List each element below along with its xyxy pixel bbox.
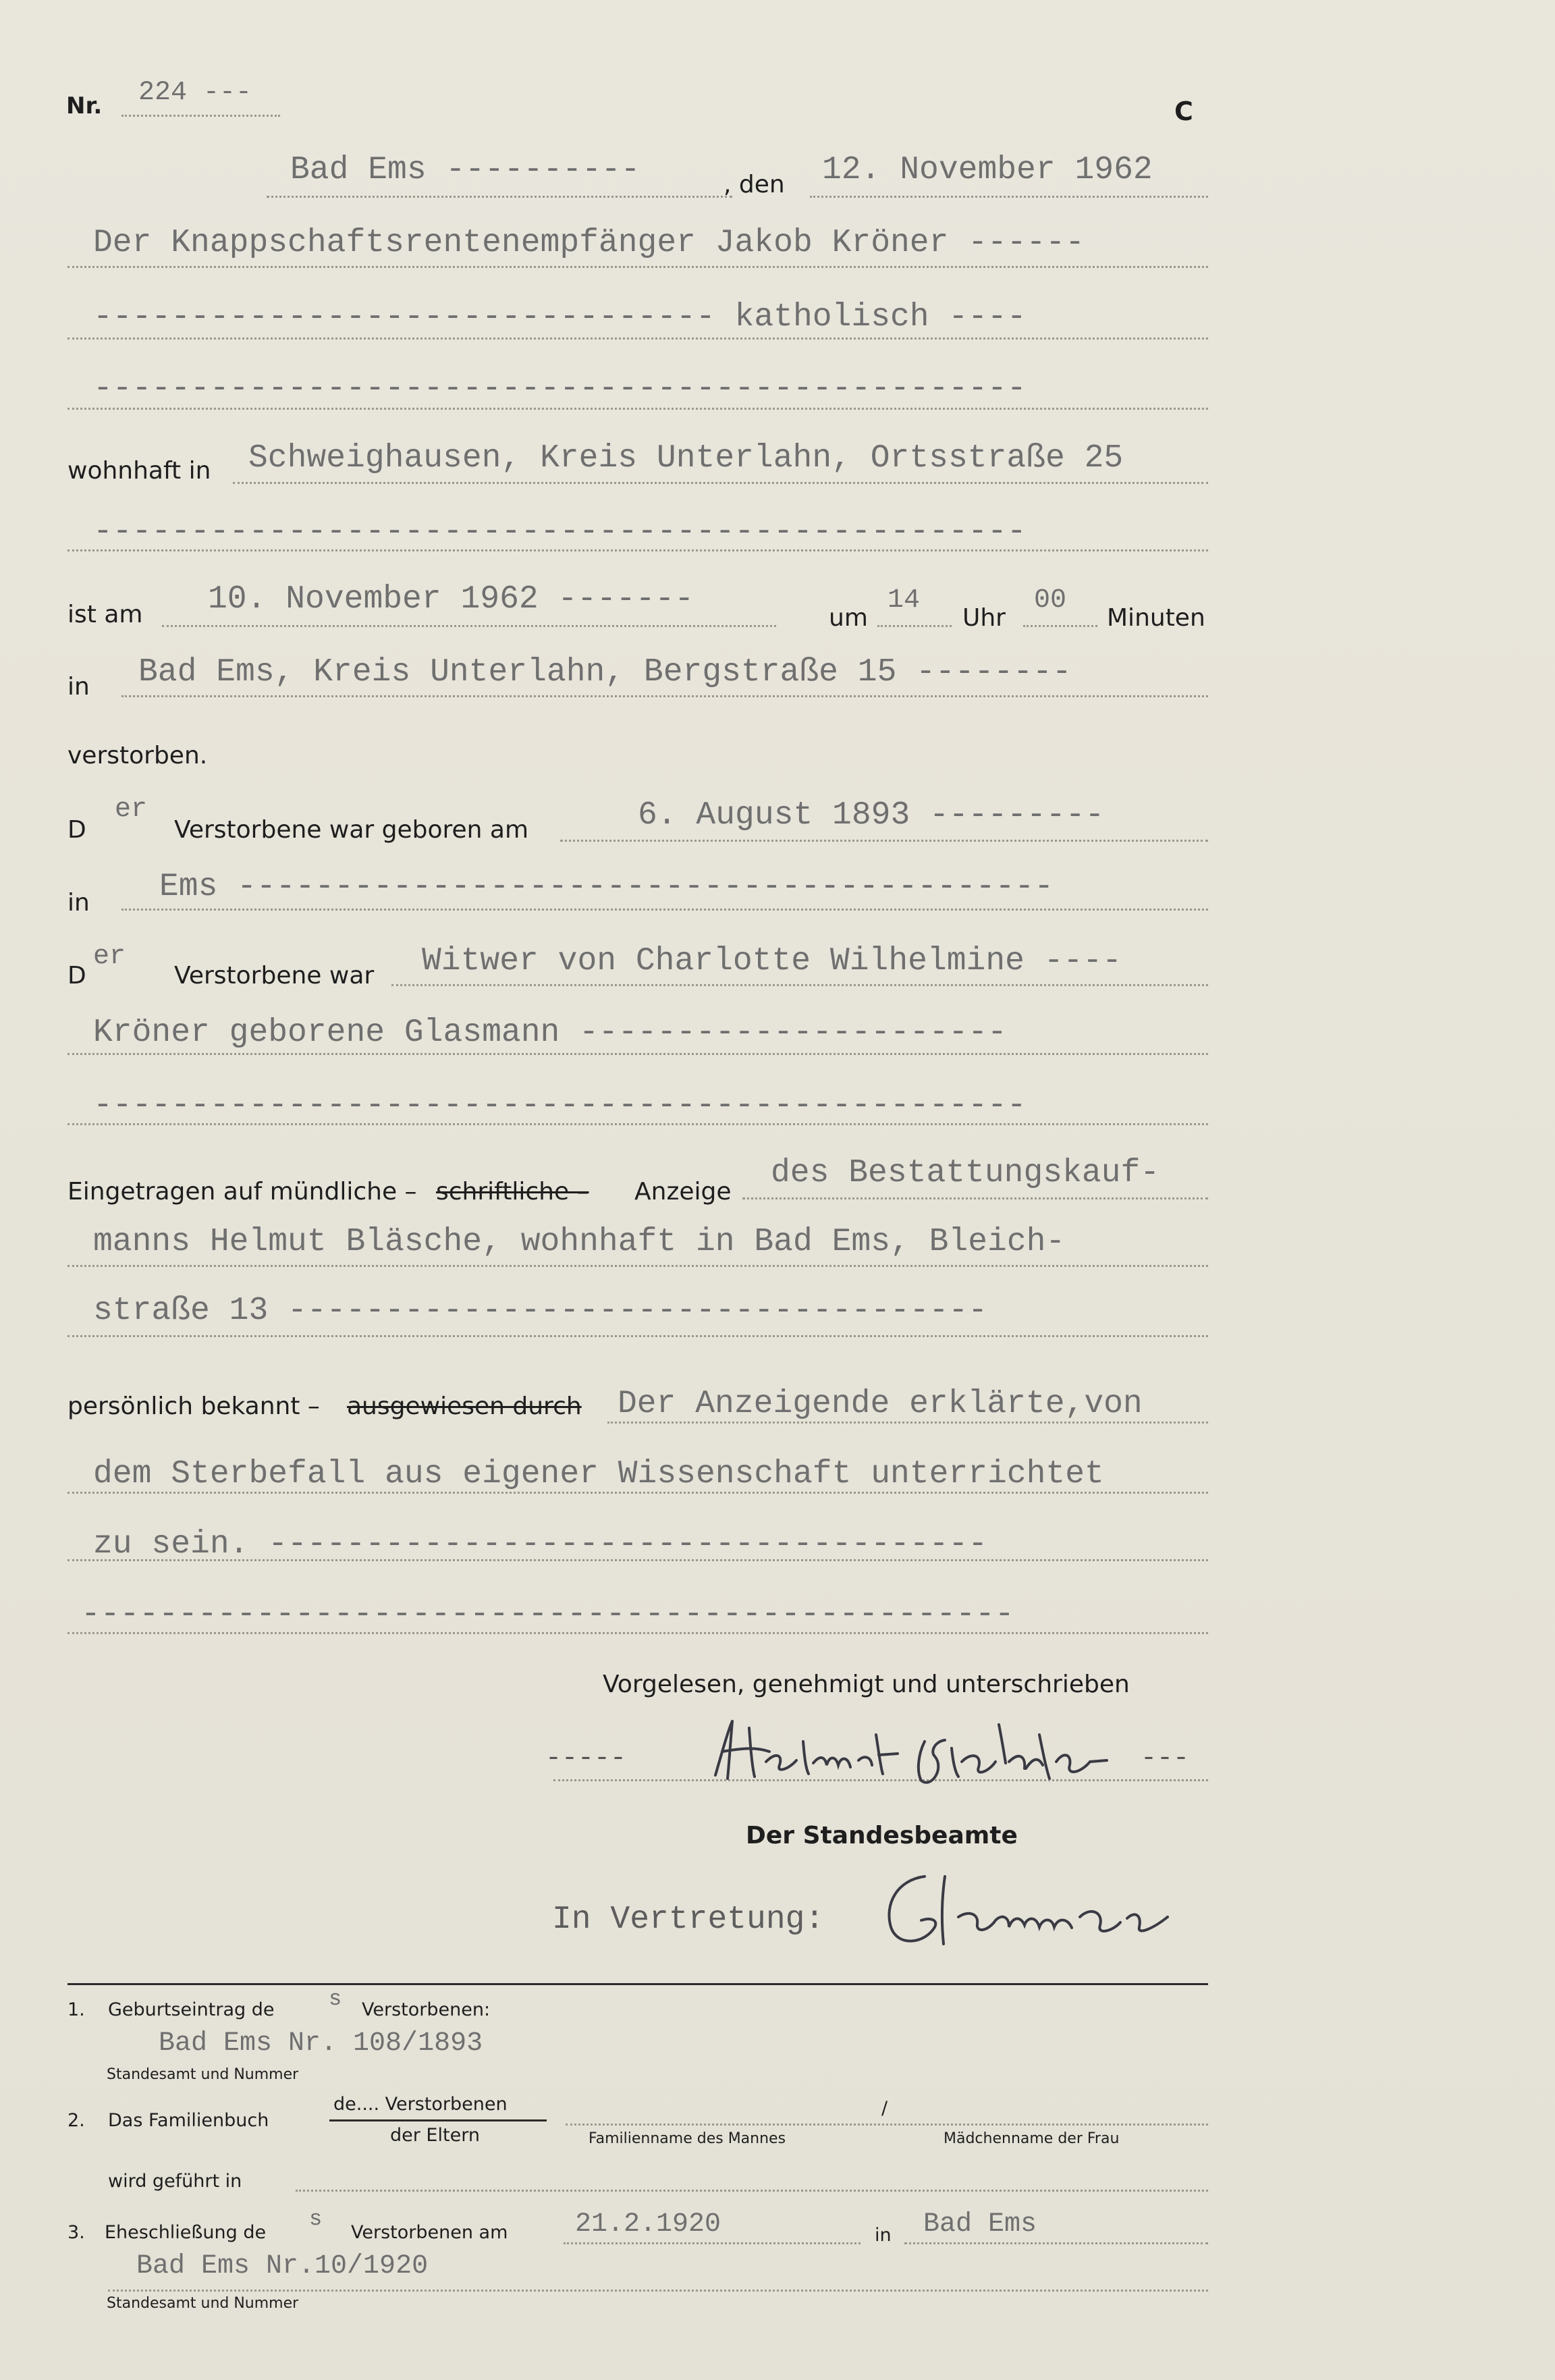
item2-caption-a: Familienname des Mannes: [589, 2130, 786, 2147]
registration-label-a: Eingetragen auf mündliche –: [67, 1178, 417, 1206]
informant-3: straße 13 ------------------------------------: [93, 1293, 988, 1329]
death-date: 10. November 1962 -------: [208, 581, 694, 618]
uhr-label: Uhr: [962, 604, 1006, 632]
line: [607, 1422, 1208, 1424]
line: [296, 2190, 1208, 2192]
item2-caption-b: Mädchenname der Frau: [944, 2130, 1120, 2147]
signature-dashes-left: -----: [545, 1743, 627, 1774]
registry-place-line: [267, 196, 732, 198]
line: [67, 1492, 1208, 1494]
line: [560, 840, 1208, 842]
signature-dashes-right: ---: [1141, 1743, 1190, 1774]
item1-number: 1.: [67, 1999, 85, 2020]
item2-option-rule: [329, 2119, 547, 2121]
line: [121, 909, 1208, 911]
line: [67, 337, 1208, 340]
birth-gender-suffix: er: [115, 794, 148, 825]
minuten-label: Minuten: [1107, 604, 1205, 632]
item1-sup: s: [329, 1986, 342, 2011]
informant-signature: [702, 1714, 1134, 1789]
deceased-religion-line: -------------------------------- katholisch ----: [93, 299, 1027, 335]
nr-label: Nr.: [66, 92, 103, 119]
line: [904, 2242, 1208, 2244]
line: [67, 408, 1208, 410]
record-number: 224 ---: [138, 78, 252, 108]
item3-label-b: Verstorbenen am: [351, 2222, 508, 2243]
death-hour: 14: [888, 585, 921, 616]
footer-separator: [67, 1983, 1208, 1985]
informant-2: manns Helmut Bläsche, wohnhaft in Bad Ems, Bleich-: [93, 1224, 1066, 1260]
deceased-name-line: Der Knappschaftsrentenempfänger Jakob Kröner ------: [93, 225, 1085, 261]
line: [67, 549, 1208, 551]
line: [67, 1053, 1208, 1055]
residence-value: Schweighausen, Kreis Unterlahn, Ortsstraße 25: [248, 440, 1124, 477]
death-date-label: ist am: [67, 601, 143, 628]
line: [67, 1335, 1208, 1337]
line: [67, 1632, 1208, 1634]
marital-status-filler: ------------------------------------------------: [93, 1087, 1027, 1124]
registrar-label: Der Standesbeamte: [746, 1822, 1018, 1849]
line: [742, 1197, 1208, 1199]
death-place-label: in: [67, 673, 90, 701]
item3-date: 21.2.1920: [575, 2209, 721, 2240]
deceased-filler-line: ------------------------------------------------: [93, 371, 1027, 407]
birth-d-label: D: [67, 816, 86, 844]
residence-filler: ------------------------------------------------: [93, 514, 1027, 550]
line: [877, 625, 952, 627]
line: [233, 482, 1208, 484]
item3-place: Bad Ems: [923, 2209, 1037, 2240]
registry-date-line: [810, 196, 1208, 198]
item2-slash: /: [881, 2098, 888, 2119]
identity-label-a: persönlich bekannt –: [67, 1392, 320, 1420]
line: [566, 2124, 1208, 2126]
identity-3: zu sein. -------------------------------------: [93, 1526, 988, 1563]
deputy-label: In Vertretung:: [552, 1901, 825, 1938]
birth-place-label: in: [67, 889, 90, 917]
item1-label-b: Verstorbenen:: [362, 1999, 491, 2020]
item1-caption: Standesamt und Nummer: [107, 2066, 299, 2083]
den-label: , den: [724, 171, 785, 198]
item2-number: 2.: [67, 2110, 85, 2131]
item3-sup: s: [309, 2207, 323, 2232]
um-label: um: [829, 604, 868, 632]
marital-status-cont: Kröner geborene Glasmann ----------------------: [93, 1015, 1007, 1051]
item3-value: Bad Ems Nr.10/1920: [136, 2251, 429, 2281]
line: [67, 1265, 1208, 1267]
birth-place: Ems ------------------------------------------: [159, 869, 1054, 905]
registry-date: 12. November 1962: [822, 152, 1153, 188]
line: [1023, 625, 1097, 627]
identity-1: Der Anzeigende erklärte,von: [618, 1386, 1143, 1422]
item2-line2: wird geführt in: [108, 2171, 242, 2192]
verstorben-label: verstorben.: [67, 742, 208, 769]
item3-label-a: Eheschließung de: [105, 2222, 267, 2243]
registration-label-struck: schriftliche –: [436, 1178, 589, 1206]
status-label: Verstorbene war: [174, 962, 375, 990]
record-number-line: [121, 115, 280, 117]
marital-status: Witwer von Charlotte Wilhelmine ----: [422, 943, 1122, 979]
identity-2: dem Sterbefall aus eigener Wissenschaft unterrichtet: [93, 1456, 1104, 1492]
birth-label: Verstorbene war geboren am: [174, 816, 529, 844]
death-minutes: 00: [1034, 585, 1067, 616]
line: [67, 266, 1208, 268]
informant-1: des Bestattungskauf-: [771, 1155, 1160, 1191]
item1-label-a: Geburtseintrag de: [108, 1999, 275, 2020]
line: [162, 625, 776, 627]
register-letter: C: [1174, 97, 1193, 126]
status-gender-suffix: er: [93, 942, 126, 972]
item3-in-label: in: [875, 2225, 892, 2246]
item2-option-b: der Eltern: [390, 2125, 480, 2146]
line: [391, 984, 1208, 986]
residence-label: wohnhaft in: [67, 457, 211, 485]
line: [67, 1559, 1208, 1561]
registrar-signature: [871, 1863, 1201, 1957]
line: [564, 2242, 861, 2244]
status-d-label: D: [67, 962, 86, 990]
read-approved-label: Vorgelesen, genehmigt und unterschrieben: [603, 1671, 1130, 1698]
registry-place: Bad Ems ----------: [290, 152, 640, 188]
item3-caption: Standesamt und Nummer: [107, 2295, 299, 2312]
identity-4: ------------------------------------------------: [81, 1596, 1014, 1633]
identity-label-struck: ausgewiesen durch: [347, 1392, 582, 1420]
death-place: Bad Ems, Kreis Unterlahn, Bergstraße 15 --------: [138, 654, 1072, 691]
birth-date: 6. August 1893 ---------: [638, 797, 1105, 834]
line: [121, 695, 1208, 697]
line: [67, 1123, 1208, 1125]
item1-value: Bad Ems Nr. 108/1893: [159, 2028, 483, 2059]
registration-label-b: Anzeige: [634, 1178, 732, 1206]
item2-label: Das Familienbuch: [108, 2110, 269, 2131]
item2-option-a: de.... Verstorbenen: [333, 2094, 508, 2115]
item3-number: 3.: [67, 2222, 85, 2243]
line: [108, 2290, 1208, 2292]
